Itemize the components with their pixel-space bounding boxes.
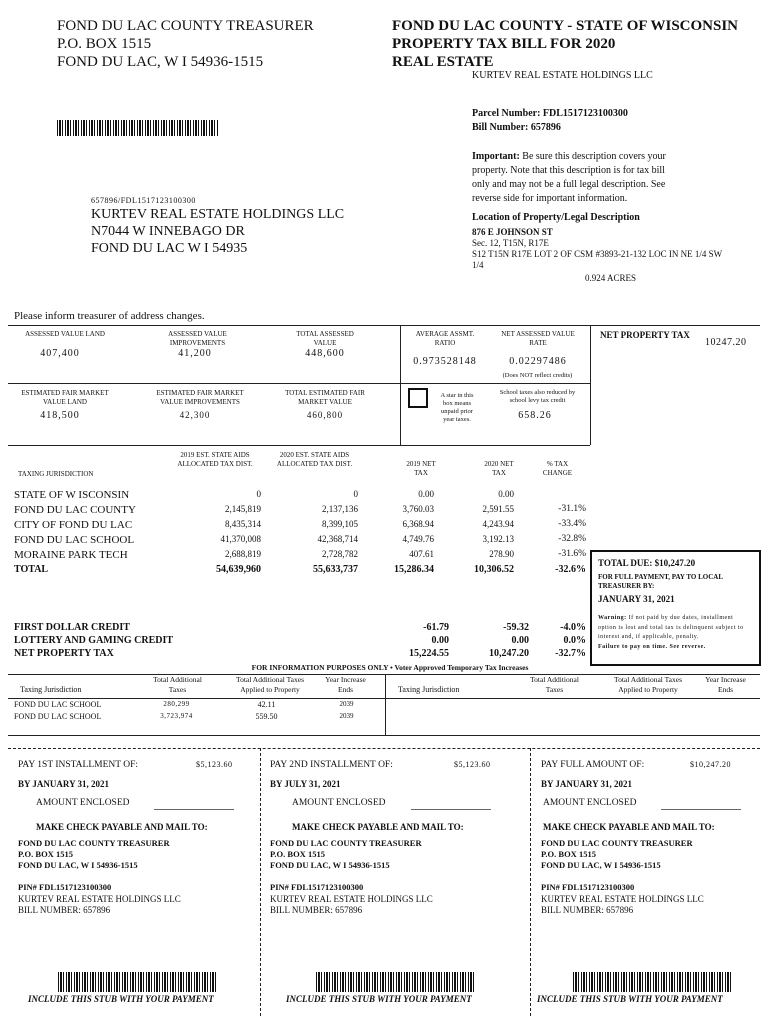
- amount-enclosed-label: AMOUNT ENCLOSED: [543, 798, 637, 808]
- tax2019-value: 6,368.94: [402, 519, 434, 529]
- star-note-line: year taxes.: [443, 416, 471, 423]
- aids2020-value: 8,399,105: [322, 519, 358, 529]
- warning-label: Warning:: [598, 615, 627, 621]
- amount-enclosed-input[interactable]: [154, 808, 234, 810]
- jurisdiction-header: TAXING JURISDICTION: [18, 470, 94, 478]
- credit-t19: -61.79: [423, 622, 449, 633]
- treasurer-line: FOND DU LAC COUNTY TREASURER: [57, 18, 314, 34]
- property-section: Sec. 12, T15N, R17E: [472, 238, 549, 248]
- table-row: [14, 504, 586, 519]
- referenda-rule: [8, 698, 760, 699]
- referenda-row: [14, 712, 384, 724]
- credit-t19: 15,224.55: [409, 648, 449, 659]
- referenda-row: [14, 700, 384, 712]
- important-note: [472, 150, 702, 206]
- referenda-header: Total Additional Taxes: [153, 675, 202, 694]
- pay-amount: $5,123.60: [454, 760, 491, 769]
- fmv-impr-label: ESTIMATED FAIR MARKET VALUE IMPROVEMENTS: [156, 389, 244, 406]
- tax2019-total: 15,286.34: [394, 564, 434, 575]
- referenda-ends: 2039: [339, 700, 354, 708]
- warning-text: If not paid by due dates, installment option is lost and total tax is delinquent subject to interest and, if applicable, penalty.: [598, 615, 744, 640]
- total-due-box: [590, 550, 761, 666]
- star-note-line: box means: [443, 400, 471, 407]
- referenda-total: 280,299: [163, 700, 190, 708]
- address-change-note: Please inform treasurer of address changes.: [14, 310, 205, 322]
- aids2019-value: 41,370,008: [220, 534, 261, 544]
- stub-barcode: [58, 972, 218, 992]
- amount-enclosed-input[interactable]: [411, 808, 491, 810]
- stub-bill: BILL NUMBER: 657896: [18, 905, 111, 915]
- star-note-line: unpaid prior: [441, 408, 473, 415]
- change-value: -33.4%: [558, 519, 586, 529]
- aids2020-value: 42,368,714: [317, 534, 358, 544]
- credit-t20: -59.32: [503, 622, 529, 633]
- referenda-name: FOND DU LAC SCHOOL: [14, 700, 102, 709]
- tax2019-header: 2019 NET TAX: [406, 460, 436, 477]
- star-note: [432, 392, 482, 424]
- tax2019-value: 4,749.76: [402, 534, 434, 544]
- rate-label: NET ASSESSED VALUE RATE: [501, 330, 575, 347]
- school-credit-note: School taxes also reduced by school levy tax credit: [499, 389, 576, 404]
- assessment-grid: [8, 325, 760, 446]
- important-text: only and may not be a full legal description. See: [472, 179, 666, 190]
- referenda-header: Year Increase Ends: [705, 675, 746, 694]
- stub-bill: BILL NUMBER: 657896: [270, 905, 363, 915]
- total-due: TOTAL DUE: $10,247.20: [598, 558, 696, 568]
- warning: [598, 614, 748, 652]
- total-row: [14, 564, 586, 579]
- payment-stub-2: [266, 752, 516, 1020]
- stub-address-line: FOND DU LAC, W I 54936-1515: [18, 860, 138, 870]
- credit-name: LOTTERY AND GAMING CREDIT: [14, 635, 174, 646]
- payment-stub-full: [537, 752, 765, 1020]
- stub-address-line: P.O. BOX 1515: [541, 849, 596, 859]
- stub-address-line: FOND DU LAC COUNTY TREASURER: [270, 838, 422, 848]
- tax2020-total: 10,306.52: [474, 564, 514, 575]
- rate-note: (Does NOT reflect credits): [502, 372, 573, 379]
- jurisdiction-name: MORAINE PARK TECH: [14, 549, 128, 561]
- treasurer-line: P.O. BOX 1515: [57, 36, 152, 52]
- stub-address: [270, 838, 422, 871]
- legal-description: S12 T15N R17E LOT 2 OF CSM #3893-21-132 LOC IN NE 1/4 SW: [472, 249, 723, 259]
- fmv-land-label: ESTIMATED FAIR MARKET VALUE LAND: [21, 389, 109, 406]
- jurisdiction-name: FOND DU LAC SCHOOL: [14, 534, 135, 546]
- referenda-divider: [385, 674, 386, 736]
- grid-line: [8, 383, 590, 384]
- credit-row: [14, 648, 586, 663]
- pay-label: PAY FULL AMOUNT OF:: [541, 760, 645, 770]
- aids2019-value: 8,435,314: [225, 519, 261, 529]
- important-text: reverse side for important information.: [472, 193, 628, 204]
- stub-address-line: P.O. BOX 1515: [270, 849, 325, 859]
- tax2020-header: 2020 NET TAX: [484, 460, 514, 477]
- credit-chg: -32.7%: [555, 648, 586, 659]
- referenda-rule: [8, 735, 760, 736]
- mailing-line: KURTEV REAL ESTATE HOLDINGS LLC: [91, 207, 345, 222]
- mailing-address: [91, 206, 344, 257]
- stub-cut-line: [8, 748, 760, 749]
- bill-title-line: PROPERTY TAX BILL FOR 2020: [392, 36, 616, 52]
- fmv-impr-value: 42,300: [179, 410, 211, 420]
- referenda-header: Total Additional Taxes: [530, 675, 579, 694]
- stub-owner: KURTEV REAL ESTATE HOLDINGS LLC: [18, 894, 181, 904]
- assessed-total-label: TOTAL ASSESSED VALUE: [296, 330, 354, 347]
- referenda-header: Taxing Jurisdiction: [398, 685, 460, 694]
- star-note-line: A star in this: [440, 392, 474, 399]
- referenda-name: FOND DU LAC SCHOOL: [14, 712, 102, 721]
- table-row: [14, 489, 574, 504]
- bill-title: [392, 17, 738, 71]
- stub-barcode: [316, 972, 476, 992]
- payable-note: MAKE CHECK PAYABLE AND MAIL TO:: [543, 822, 715, 832]
- tax2019-value: 0.00: [418, 489, 434, 499]
- include-stub-note: INCLUDE THIS STUB WITH YOUR PAYMENT: [28, 994, 214, 1004]
- aids2020-value: 2,728,782: [322, 549, 358, 559]
- payable-note: MAKE CHECK PAYABLE AND MAIL TO:: [36, 822, 208, 832]
- parcel-number: Parcel Number: FDL1517123100300: [472, 108, 628, 119]
- grid-line: [590, 325, 591, 445]
- referenda-applied: 559.50: [255, 712, 278, 721]
- tax2020-value: 0.00: [498, 489, 514, 499]
- bill-title-line: REAL ESTATE: [392, 54, 494, 70]
- stub-owner: KURTEV REAL ESTATE HOLDINGS LLC: [541, 894, 704, 904]
- stub-bill: BILL NUMBER: 657896: [541, 905, 634, 915]
- acres: 0.924 ACRES: [585, 273, 637, 283]
- aids2019-value: 2,145,819: [225, 504, 261, 514]
- credit-t20: 10,247.20: [489, 648, 529, 659]
- assessed-impr-value: 41,200: [178, 348, 212, 359]
- important-label: Important:: [472, 151, 520, 162]
- change-total: -32.6%: [555, 564, 586, 575]
- credit-chg: -4.0%: [560, 622, 586, 633]
- stub-barcode: [573, 972, 733, 992]
- stub-pin: PIN# FDL1517123100300: [541, 882, 635, 892]
- tax2020-value: 4,243.94: [482, 519, 514, 529]
- aids2019-total: 54,639,960: [216, 564, 261, 575]
- total-label: TOTAL: [14, 564, 49, 575]
- change-value: -31.1%: [558, 504, 586, 514]
- bill-title-line: FOND DU LAC COUNTY - STATE OF WISCONSIN: [392, 18, 739, 34]
- credit-name: NET PROPERTY TAX: [14, 648, 114, 659]
- credit-t20: 0.00: [511, 635, 529, 646]
- aids2020-header: 2020 EST. STATE AIDS ALLOCATED TAX DIST.: [276, 451, 353, 468]
- include-stub-note: INCLUDE THIS STUB WITH YOUR PAYMENT: [286, 994, 472, 1004]
- stub-address-line: FOND DU LAC, W I 54936-1515: [270, 860, 390, 870]
- owner-top: KURTEV REAL ESTATE HOLDINGS LLC: [472, 70, 653, 81]
- grid-line: [400, 325, 401, 445]
- credit-t19: 0.00: [431, 635, 449, 646]
- stub-address-line: FOND DU LAC COUNTY TREASURER: [18, 838, 170, 848]
- amount-enclosed-label: AMOUNT ENCLOSED: [292, 798, 386, 808]
- jurisdiction-name: CITY OF FOND DU LAC: [14, 519, 133, 531]
- rate-value: 0.02297486: [509, 356, 567, 367]
- tax2020-value: 278.90: [489, 549, 514, 559]
- fmv-land-value: 418,500: [40, 410, 80, 421]
- location-block: [472, 227, 762, 271]
- amount-enclosed-label: AMOUNT ENCLOSED: [36, 798, 130, 808]
- assessed-land-label: ASSESSED VALUE LAND: [25, 330, 105, 338]
- failure-note: Failure to pay on time. See reverse.: [598, 643, 706, 650]
- referenda-header: Taxing Jurisdiction: [20, 685, 82, 694]
- ratio-value: 0.973528148: [413, 356, 477, 367]
- aids2020-total: 55,633,737: [313, 564, 358, 575]
- table-row: [14, 549, 586, 564]
- stub-address: [541, 838, 693, 871]
- assessed-land-value: 407,400: [40, 348, 80, 359]
- grid-line: [8, 445, 590, 446]
- treasurer-address: [57, 17, 314, 71]
- fmv-total-label: TOTAL ESTIMATED FAIR MARKET VALUE: [285, 389, 365, 406]
- payable-note: MAKE CHECK PAYABLE AND MAIL TO:: [292, 822, 464, 832]
- ratio-label: AVERAGE ASSMT. RATIO: [415, 330, 475, 347]
- aids2020-value: 2,137,136: [322, 504, 358, 514]
- important-text: Be sure this description covers your: [519, 151, 666, 162]
- assessed-total-value: 448,600: [305, 348, 345, 359]
- jurisdiction-name: FOND DU LAC COUNTY: [14, 504, 136, 516]
- aids2019-value: 0: [256, 489, 261, 499]
- pay-label: PAY 2ND INSTALLMENT OF:: [270, 760, 393, 770]
- change-value: -31.6%: [558, 549, 586, 559]
- table-row: [14, 519, 586, 534]
- net-property-tax-value: 10247.20: [705, 337, 747, 348]
- full-payment-note: FOR FULL PAYMENT, PAY TO LOCAL TREASURER BY:: [598, 573, 723, 590]
- table-row: [14, 534, 586, 549]
- credit-name: FIRST DOLLAR CREDIT: [14, 622, 130, 633]
- referenda-applied: 42.11: [257, 700, 276, 709]
- mailing-line: FOND DU LAC W I 54935: [91, 241, 248, 256]
- barcode-top: [57, 120, 219, 136]
- school-credit-value: 658.26: [518, 410, 552, 421]
- net-property-tax-label: NET PROPERTY TAX: [600, 330, 690, 340]
- pay-by-date: BY JANUARY 31, 2021: [541, 779, 633, 789]
- mailing-ref: 657896/FDL1517123100300: [91, 196, 196, 205]
- stub-address-line: FOND DU LAC COUNTY TREASURER: [541, 838, 693, 848]
- change-header: % TAX CHANGE: [542, 460, 573, 477]
- tax2019-value: 3,760.03: [402, 504, 434, 514]
- referenda-header: Year Increase Ends: [325, 675, 366, 694]
- referenda-ends: 2039: [339, 712, 354, 720]
- amount-enclosed-input[interactable]: [661, 808, 741, 810]
- stub-cut-line: [530, 748, 531, 1016]
- unpaid-star-box: [408, 388, 428, 408]
- due-date: JANUARY 31, 2021: [598, 594, 675, 604]
- legal-description-cont: 1/4: [472, 260, 484, 270]
- payment-stub-1: [14, 752, 264, 1020]
- aids2019-header: 2019 EST. STATE AIDS ALLOCATED TAX DIST.: [177, 451, 253, 468]
- stub-owner: KURTEV REAL ESTATE HOLDINGS LLC: [270, 894, 433, 904]
- stub-address-line: P.O. BOX 1515: [18, 849, 73, 859]
- stub-pin: PIN# FDL1517123100300: [18, 882, 112, 892]
- referenda-header: Total Additional Taxes Applied to Property: [614, 675, 682, 694]
- pay-amount: $5,123.60: [196, 760, 233, 769]
- stub-address: [18, 838, 170, 871]
- pay-by-date: BY JULY 31, 2021: [270, 779, 341, 789]
- credit-chg: 0.0%: [563, 635, 586, 646]
- important-text: property. Note that this description is for tax bill: [472, 165, 665, 176]
- treasurer-line: FOND DU LAC, W I 54936-1515: [57, 54, 264, 70]
- aids2020-value: 0: [353, 489, 358, 499]
- property-address: 876 E JOHNSON ST: [472, 227, 553, 237]
- referenda-title: FOR INFORMATION PURPOSES ONLY • Voter Approved Temporary Tax Increases: [251, 663, 529, 672]
- pay-amount: $10,247.20: [690, 760, 731, 769]
- pay-label: PAY 1ST INSTALLMENT OF:: [18, 760, 139, 770]
- mailing-line: N7044 W INNEBAGO DR: [91, 224, 245, 239]
- tax2019-value: 407.61: [409, 549, 434, 559]
- location-title: Location of Property/Legal Description: [472, 212, 640, 223]
- fmv-total-value: 460,800: [306, 410, 344, 420]
- pay-by-date: BY JANUARY 31, 2021: [18, 779, 110, 789]
- referenda-total: 3,723,974: [160, 712, 193, 720]
- jurisdiction-name: STATE OF W ISCONSIN: [14, 489, 130, 501]
- bill-number: Bill Number: 657896: [472, 122, 561, 133]
- include-stub-note: INCLUDE THIS STUB WITH YOUR PAYMENT: [537, 994, 723, 1004]
- stub-address-line: FOND DU LAC, W I 54936-1515: [541, 860, 661, 870]
- aids2019-value: 2,688,819: [225, 549, 261, 559]
- tax2020-value: 3,192.13: [482, 534, 514, 544]
- tax2020-value: 2,591.55: [482, 504, 514, 514]
- stub-pin: PIN# FDL1517123100300: [270, 882, 364, 892]
- referenda-header: Total Additional Taxes Applied to Property: [236, 675, 304, 694]
- assessed-impr-label: ASSESSED VALUE IMPROVEMENTS: [168, 330, 227, 347]
- change-value: -32.8%: [558, 534, 586, 544]
